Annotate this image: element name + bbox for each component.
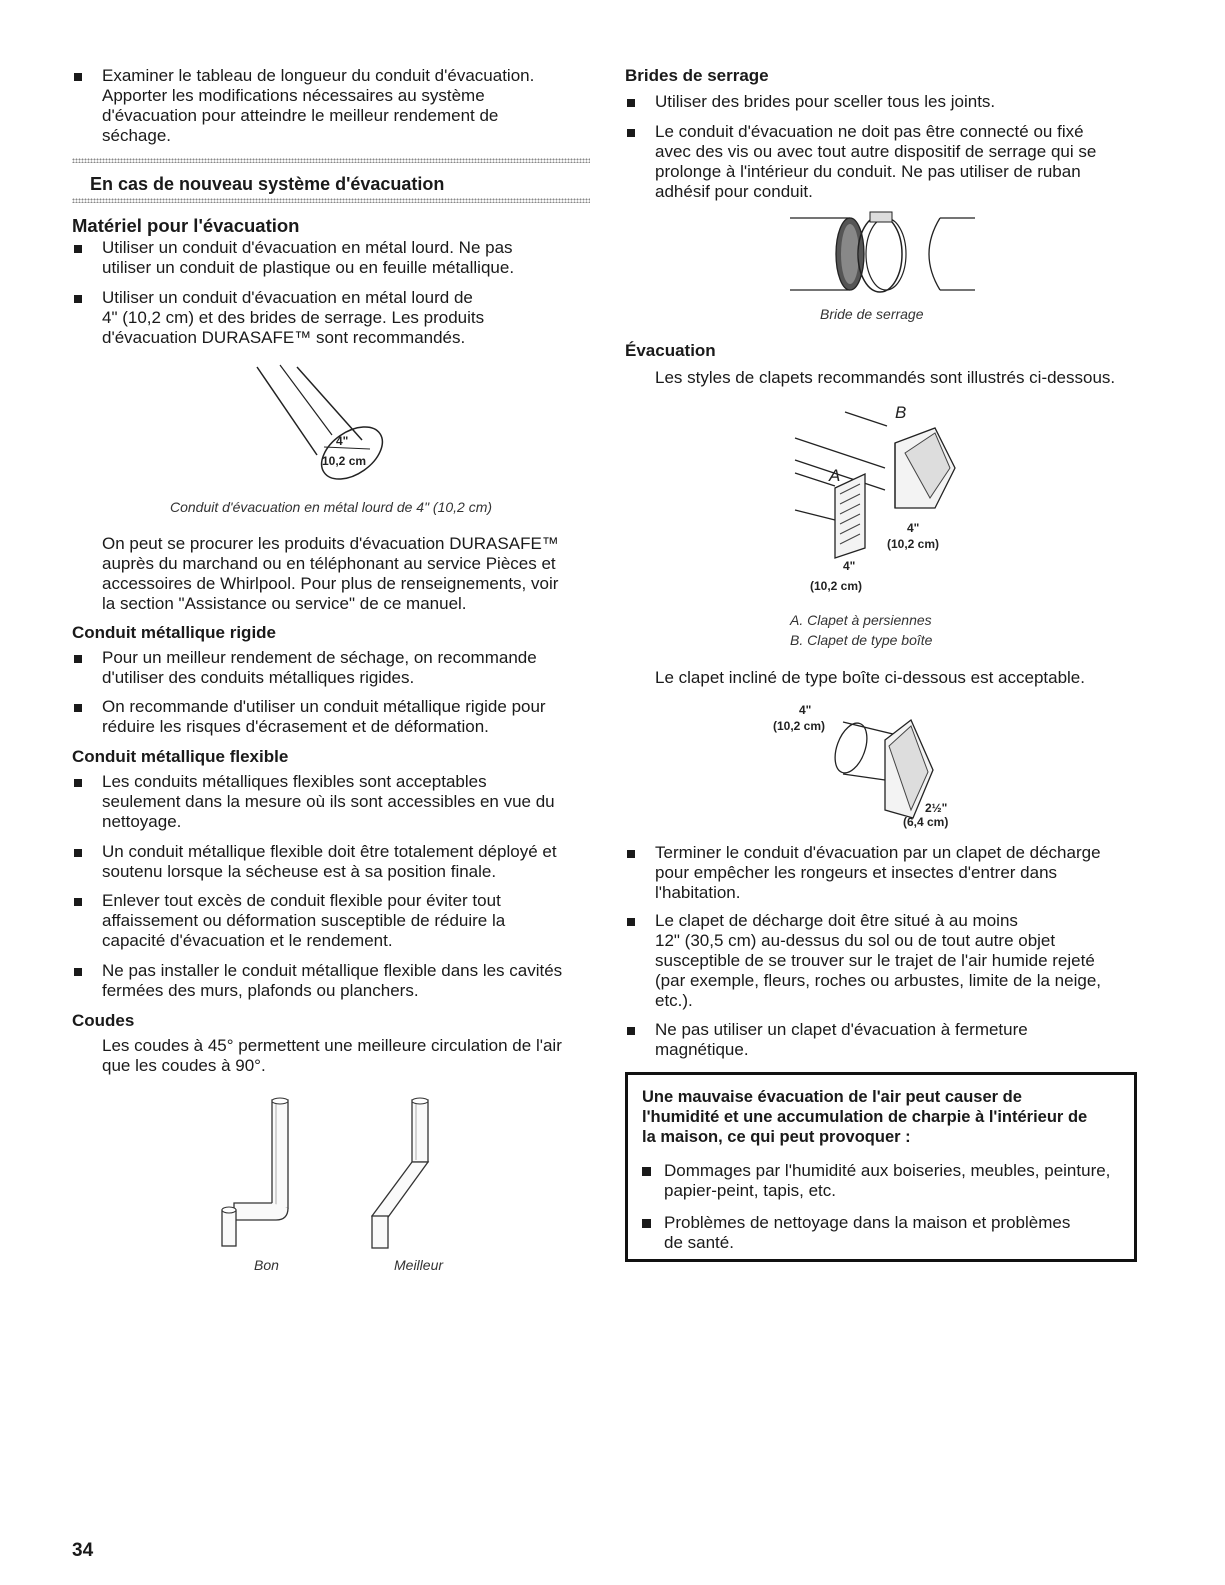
coudes-heading: Coudes [72,1011,135,1030]
hood-caption-b: B. Clapet de type boîte [790,632,933,648]
section-title: En cas de nouveau système d'évacuation [90,174,445,194]
intro-bullet: Examiner le tableau de longueur du conduit d'évacuation. Apporter les modifications nécessaires au système d'évacuation pour atteindre le meilleur rendement de séchage. [72,66,534,146]
brides-bullet-1: Utiliser des brides pour sceller tous les joints. [625,92,995,112]
materiel-bullet-2: Utiliser un conduit d'évacuation en métal lourd de 4" (10,2 cm) et des brides de serrage. Les produits d'évacuation DURASAFE™ sont recommandés. [72,288,484,348]
angled-paragraph: Le clapet incliné de type boîte ci-dessous est acceptable. [655,668,1085,687]
heavy-duct-illustration [252,365,402,475]
hood-label-a: A [829,466,841,485]
flexible-bullet-2: Un conduit métallique flexible doit être totalement déployé et soutenu lorsque la sécheuse est à sa position finale. [72,842,557,882]
warning-item-1: Dommages par l'humidité aux boiseries, meubles, peinture, papier-peint, tapis, etc. [642,1161,1110,1201]
duct-dim-in: 4" [336,434,349,448]
warning-item-2: Problèmes de nettoyage dans la maison et problèmes de santé. [642,1213,1070,1253]
brides-heading: Brides de serrage [625,66,769,85]
elbows-illustration [212,1098,462,1253]
flexible-heading: Conduit métallique flexible [72,747,289,766]
angled-dim-cm: (10,2 cm) [773,719,826,733]
angled-dim2-cm: (6,4 cm) [903,815,949,829]
page-number: 34 [72,1540,94,1561]
section-rule-top [72,158,590,163]
hood-label-b: B [895,403,907,422]
angled-dim-in: 4" [799,703,812,717]
hood-b-dim-in: 4" [907,521,920,535]
hood-a-dim-in: 4" [843,559,856,573]
elbow-good-label: Bon [254,1257,279,1273]
clapet-bullet-3: Ne pas utiliser un clapet d'évacuation à fermeture magnétique. [625,1020,1028,1060]
evac-heading: Évacuation [625,341,716,360]
evac-paragraph: Les styles de clapets recommandés sont illustrés ci-dessous. [655,368,1116,387]
section-rule-bottom [72,198,590,203]
materiel-bullet-1: Utiliser un conduit d'évacuation en métal lourd. Ne pas utiliser un conduit de plastique ou en feuille métallique. [72,238,514,278]
angled-hood-illustration [773,700,973,830]
rigide-heading: Conduit métallique rigide [72,623,277,642]
durasafe-paragraph: On peut se procurer les produits d'évacuation DURASAFE™ auprès du marchand ou en téléphonant au service Pièces et accessoires de Whirlpool. Pour plus de renseignements, voir la section "Assistance ou service" de ce manuel. [102,534,559,613]
clapet-bullet-2: Le clapet de décharge doit être situé à au moins 12" (30,5 cm) au-dessus du sol ou de tout autre objet susceptible de se trouver sur le trajet de l'air humide rejeté (par exemple, fleurs, roches ou arbustes, limite de la neige, etc.). [625,911,1101,1011]
elbow-better-label: Meilleur [394,1257,444,1273]
duct-dim-cm: 10,2 cm [322,454,367,468]
flexible-bullet-3: Enlever tout excès de conduit flexible pour éviter tout affaissement ou déformation susceptible de réduire la capacité d'évacuation et le rendement. [72,891,505,951]
flexible-bullet-4: Ne pas installer le conduit métallique flexible dans les cavités fermées des murs, plafonds ou planchers. [72,961,562,1001]
hood-caption-a: A. Clapet à persiennes [790,612,932,628]
elbow-45-icon [372,1098,428,1248]
flexible-bullet-1: Les conduits métalliques flexibles sont acceptables seulement dans la mesure où ils sont accessibles en vue du nettoyage. [72,772,555,832]
hood-b-dim-cm: (10,2 cm) [887,537,940,551]
duct-caption: Conduit d'évacuation en métal lourd de 4" (10,2 cm) [170,499,493,515]
warning-box [625,1072,1137,1262]
clamp-caption: Bride de serrage [820,306,924,322]
warning-title: Une mauvaise évacuation de l'air peut causer de l'humidité et une accumulation de charpie à l'intérieur de la maison, ce qui peut provoquer : [642,1088,1088,1146]
clapet-bullet-1: Terminer le conduit d'évacuation par un clapet de décharge pour empêcher les rongeurs et insectes d'entrer dans l'habitation. [625,843,1101,903]
vent-hoods-illustration [795,398,995,598]
rigide-bullet-2: On recommande d'utiliser un conduit métallique rigide pour réduire les risques d'écrasement et de déformation. [72,697,546,737]
hood-a-dim-cm: (10,2 cm) [810,579,863,593]
materiel-heading: Matériel pour l'évacuation [72,215,300,236]
angled-dim2-in: 2½" [925,801,948,815]
elbow-90-icon [222,1098,288,1246]
brides-bullet-2: Le conduit d'évacuation ne doit pas être connecté ou fixé avec des vis ou avec tout autre dispositif de serrage qui se prolonge à l'intérieur du conduit. Ne pas utiliser de ruban adhésif pour conduit. [625,122,1096,202]
rigide-bullet-1: Pour un meilleur rendement de séchage, on recommande d'utiliser des conduits métalliques rigides. [72,648,537,688]
clamp-illustration [790,210,980,300]
coudes-paragraph: Les coudes à 45° permettent une meilleure circulation de l'air que les coudes à 90°. [102,1036,562,1075]
